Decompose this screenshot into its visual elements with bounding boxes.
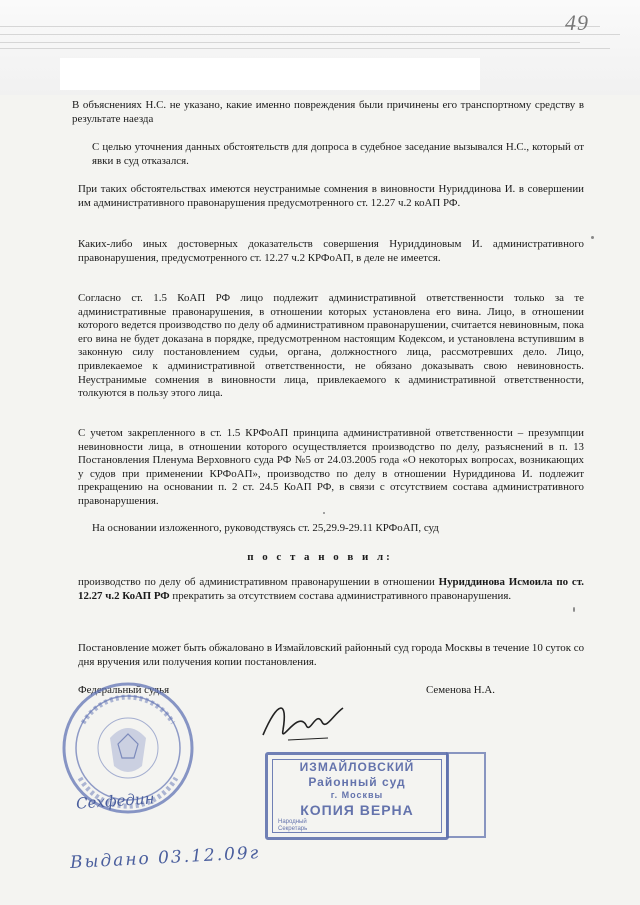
scan-stripe [0, 34, 620, 35]
defendant-name: Нуриддинова Исмоила по ст. 12.27 ч.2 КоАП РФ [78, 576, 584, 602]
ruling-text-pre: производство по делу об административном правонарушении в отношении [78, 576, 439, 588]
paragraph-presumption: С учетом закрепленного в ст. 1.5 КРФоАП принципа административной ответственности – презумпции невиновности лица, в отношении которого осуществляется производство по делу, разъяснений в п. 13 Постановления Пленума Верховного суда РФ №5 от 24.03.2005 года «О некоторых вопросах, возникающих у судов при применении КРФоАП», производство по делу в отношении Нуриддинова И. подлежит прекращению на основании п. 2 ст. 24.5 КоАП РФ, в связи с отсутствием состава административного правонарушения. [78, 427, 584, 507]
redacted-area [60, 58, 480, 90]
scan-speck [323, 512, 325, 514]
ruling-text-post: прекратить за отсутствием состава административного правонарушения. [169, 589, 512, 602]
stamp-side-mark [446, 752, 486, 838]
scan-stripe [0, 26, 600, 27]
page-number: 49 [565, 10, 589, 35]
judge-signature [258, 690, 348, 750]
paragraph-basis: На основании изложенного, руководствуясь ст. 25,29.9-29.11 КРФоАП, суд [92, 522, 439, 534]
paragraph-clarification: С целью уточнения данных обстоятельств для допроса в судебное заседание вызывался Н.С., который от явки в суд отказался. [92, 141, 584, 167]
scan-stripe [0, 48, 610, 49]
stamp-small-text: Секретарь [278, 826, 308, 832]
paragraph-explanations: В объяснениях Н.С. не указано, какие именно повреждения были причинены его транспортному средству в результате наезда [72, 99, 584, 125]
paragraph-no-evidence: Каких-либо иных достоверных доказательств совершения Нуриддиновым И. административного правонарушения, предусмотренного ст. 12.27 ч.2 КРФоАП, в деле не имеется. [78, 238, 584, 264]
paragraph-doubts: При таких обстоятельствах имеются неустранимые сомнения в виновности Нуриддинова И. в совершении им административного правонарушения предусмотренного ст. 12.27 ч.2 коАП РФ. [78, 183, 584, 209]
paragraph-article-1-5: Согласно ст. 1.5 КоАП РФ лицо подлежит административной ответственности только за те административные правонарушения, в отношении которых установлена его вина. Лицо, в отношении которого ведется производство по делу об административном правонарушении, считается невиновным, пока его вина не будет доказана в порядке, предусмотренном настоящим Кодексом, и установлена вступившим в законную силу постановлением судьи, органа, должностного лица, рассмотревших дело. Лицо, привлекаемое к административной ответственности, не обязано доказывать свою невиновность. Неустранимые сомнения в виновности лица, привлекаемого к административной ответственности, толкуются в пользу этого лица. [78, 292, 584, 400]
judge-name: Семенова Н.А. [426, 684, 495, 696]
secretary-signature: Сехфедин [75, 789, 156, 813]
scan-stripe [0, 42, 580, 43]
scan-speck [591, 236, 594, 239]
judge-title: Федеральный судья [78, 684, 170, 696]
scan-speck [573, 607, 575, 612]
stamp-city: г. Москвы [330, 790, 384, 800]
paragraph-appeal: Постановление может быть обжаловано в Измайловский районный суд города Москвы в течение 10 суток со дня вручения или получения копии постановления. [78, 642, 585, 668]
ruling-heading: п о с т а н о в и л: [247, 551, 393, 563]
copy-verified-stamp [265, 752, 449, 840]
paragraph-ruling [78, 576, 584, 603]
stamp-copy-verified: КОПИЯ ВЕРНА [300, 802, 414, 818]
stamp-small-text: Народный [278, 819, 307, 825]
stamp-court-name: ИЗМАЙЛОВСКИЙ [299, 760, 415, 774]
issued-date-note: Выдано 03.12.09г [69, 843, 261, 873]
stamp-court-type: Районный суд [308, 775, 406, 789]
